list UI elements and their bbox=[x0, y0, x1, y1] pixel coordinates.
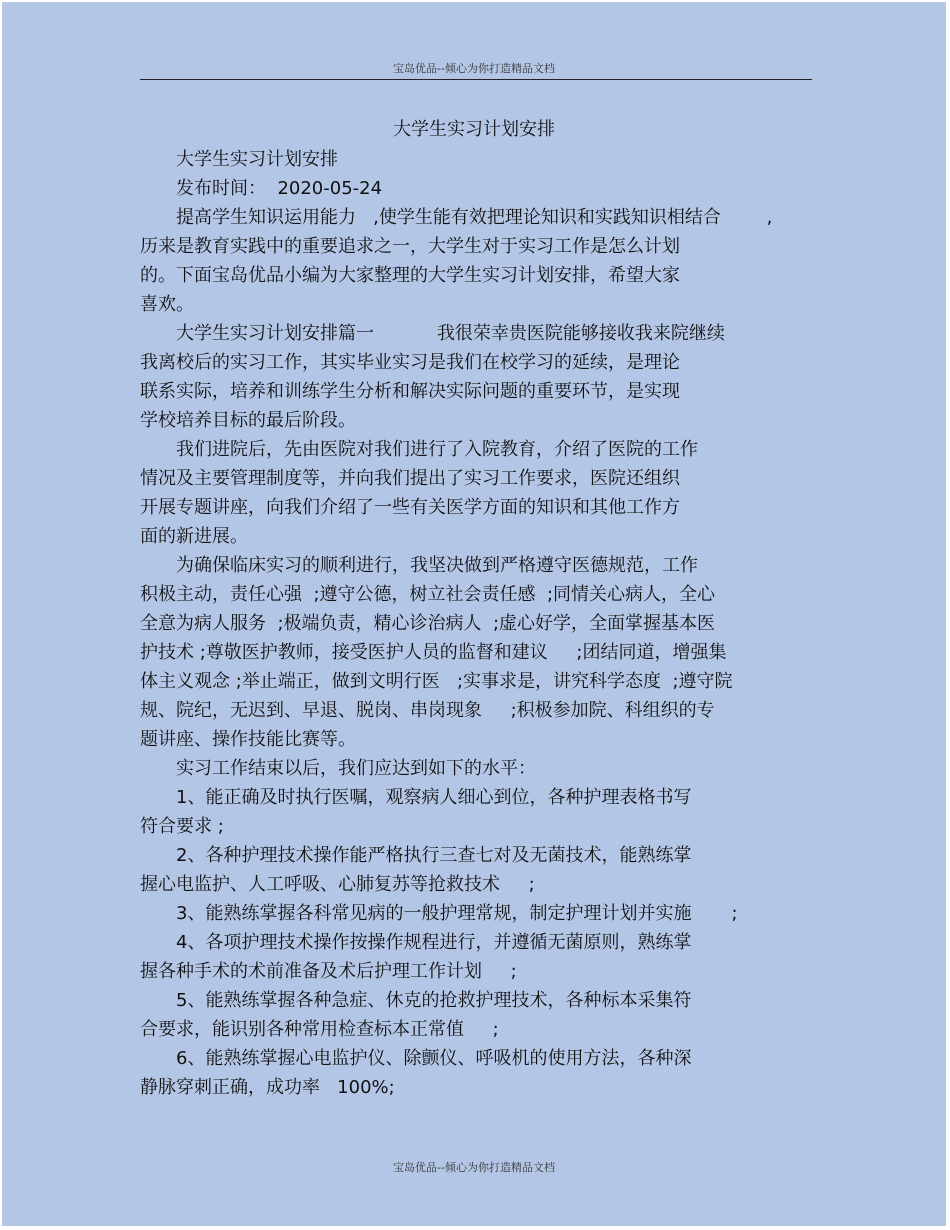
text-line: 喜欢。 bbox=[140, 294, 194, 315]
header-divider bbox=[140, 79, 812, 80]
text-line: 发布时间： 2020-05-24 bbox=[176, 178, 383, 199]
text-line: 的。下面宝岛优品小编为大家整理的大学生实习计划安排，希望大家 bbox=[140, 265, 680, 286]
text-line: 4、各项护理技术操作按操作规程进行，并遵循无菌原则，熟练掌 bbox=[176, 932, 692, 953]
text-line: 开展专题讲座，向我们介绍了一些有关医学方面的知识和其他工作方 bbox=[140, 497, 680, 518]
document-page bbox=[2, 2, 946, 1226]
text-line: 我离校后的实习工作，其实毕业实习是我们在校学习的延续，是理论 bbox=[140, 352, 680, 373]
text-line: 2、各种护理技术操作能严格执行三查七对及无菌技术，能熟练掌 bbox=[176, 845, 692, 866]
page-footer-text: 宝岛优品--倾心为你打造精品文档 bbox=[393, 1161, 555, 1174]
text-line: 学校培养目标的最后阶段。 bbox=[140, 410, 356, 431]
text-line: 大学生实习计划安排 bbox=[176, 149, 338, 170]
document-title: 大学生实习计划安排 bbox=[393, 119, 555, 140]
text-line: 联系实际，培养和训练学生分析和解决实际问题的重要环节，是实现 bbox=[140, 381, 680, 402]
text-line: 握各种手术的术前准备及术后护理工作计划 ; bbox=[140, 961, 517, 982]
text-line: 规、院纪，无迟到、早退、脱岗、串岗现象 ;积极参加院、科组织的专 bbox=[140, 700, 715, 721]
text-line: 提高学生知识运用能力 ,使学生能有效把理论知识和实践知识相结合 , bbox=[176, 207, 773, 228]
text-line: 体主义观念 ;举止端正，做到文明行医 ;实事求是，讲究科学态度 ;遵守院 bbox=[140, 671, 733, 692]
text-line: 为确保临床实习的顺利进行，我坚决做到严格遵守医德规范，工作 bbox=[176, 555, 698, 576]
text-line: 全意为病人服务 ;极端负责，精心诊治病人 ;虚心好学，全面掌握基本医 bbox=[140, 613, 716, 634]
text-line: 护技术 ;尊敬医护教师，接受医护人员的监督和建议 ;团结同道，增强集 bbox=[140, 642, 727, 663]
text-line: 积极主动，责任心强 ;遵守公德，树立社会责任感 ;同情关心病人，全心 bbox=[140, 584, 716, 605]
text-line: 我们进院后，先由医院对我们进行了入院教育，介绍了医院的工作 bbox=[176, 439, 698, 460]
text-line: 6、能熟练掌握心电监护仪、除颤仪、呼吸机的使用方法，各种深 bbox=[176, 1048, 692, 1069]
text-line: 合要求，能识别各种常用检查标本正常值 ; bbox=[140, 1019, 499, 1040]
text-line: 题讲座、操作技能比赛等。 bbox=[140, 729, 356, 750]
document-body bbox=[140, 145, 820, 1102]
text-line: 3、能熟练掌握各科常见病的一般护理常规，制定护理计划并实施 ; bbox=[176, 903, 738, 924]
text-line: 5、能熟练掌握各种急症、休克的抢救护理技术，各种标本采集符 bbox=[176, 990, 692, 1011]
text-line: 握心电监护、人工呼吸、心肺复苏等抢救技术 ; bbox=[140, 874, 535, 895]
text-line: 历来是教育实践中的重要追求之一，大学生对于实习工作是怎么计划 bbox=[140, 236, 680, 257]
text-line: 大学生实习计划安排篇一 我很荣幸贵医院能够接收我来院继续 bbox=[176, 323, 725, 344]
text-line: 实习工作结束以后，我们应达到如下的水平： bbox=[176, 758, 536, 779]
text-line: 符合要求 ; bbox=[140, 816, 224, 837]
text-line: 情况及主要管理制度等，并向我们提出了实习工作要求，医院还组织 bbox=[140, 468, 680, 489]
text-line: 面的新进展。 bbox=[140, 526, 248, 547]
text-line: 1、能正确及时执行医嘱，观察病人细心到位，各种护理表格书写 bbox=[176, 787, 692, 808]
text-line: 静脉穿刺正确，成功率 100%; bbox=[140, 1077, 395, 1098]
page-header-text: 宝岛优品--倾心为你打造精品文档 bbox=[393, 62, 555, 75]
